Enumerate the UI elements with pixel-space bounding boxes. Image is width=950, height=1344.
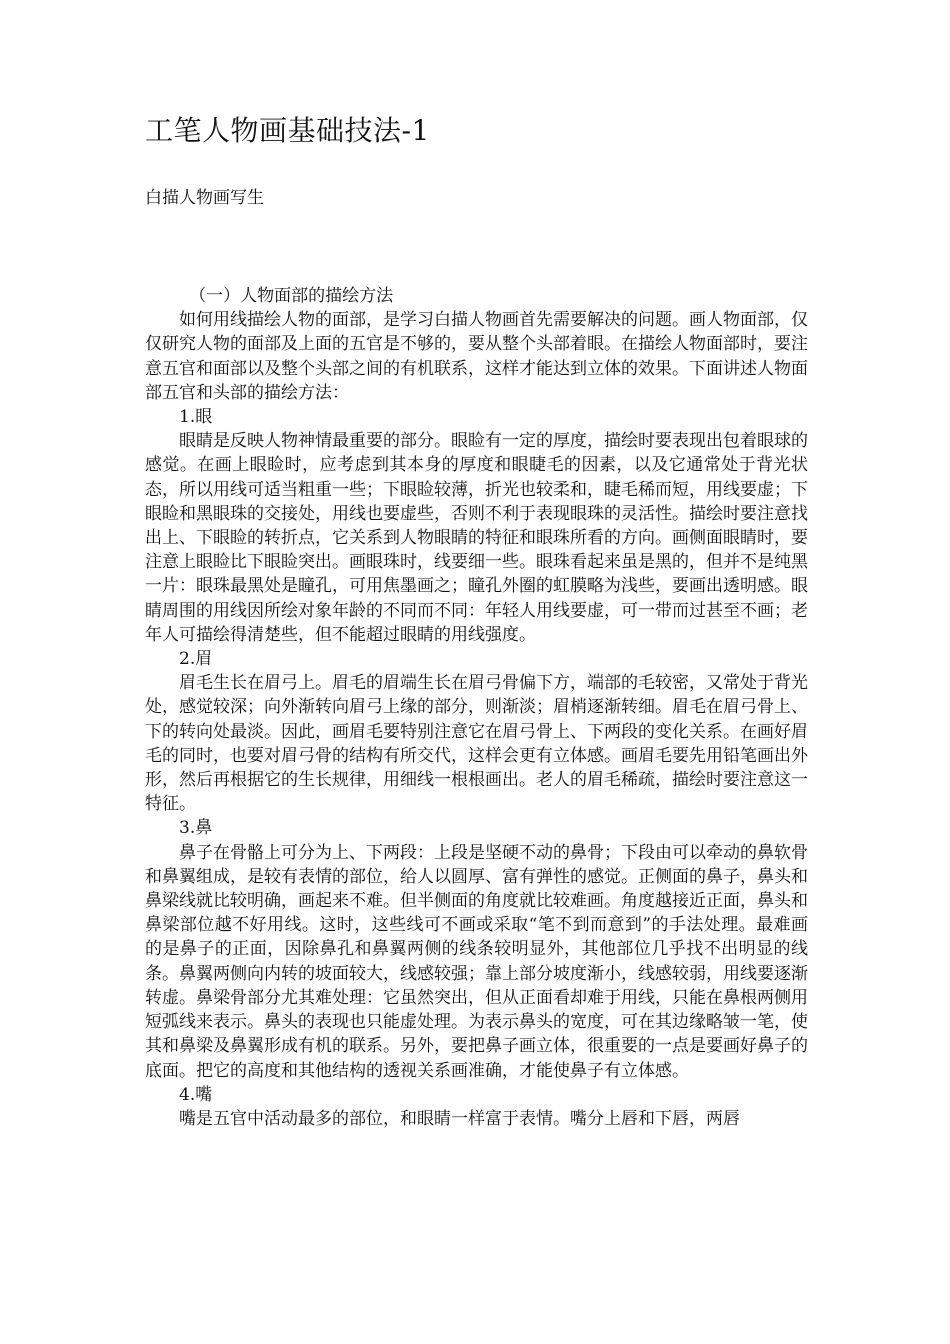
document-subtitle: 白描人物画写生 <box>145 188 264 208</box>
item-paragraph-eyebrow: 眉毛生长在眉弓上。眉毛的眉端生长在眉弓骨偏下方，端部的毛较密，又常处于背光处，感觉较深；向外渐转向眉弓上缘的部分，则渐淡；眉梢逐渐转细。眉毛在眉弓骨上、下的转向处最淡。因此，画眉毛要特别注意它在眉弓骨上、下两段的变化关系。在画好眉毛的同时，也要对眉弓骨的结构有所交代，这样会更有立体感。画眉毛要先用铅笔画出外形，然后再根据它的生长规律，用细线一根根画出。老人的眉毛稀疏，描绘时要注意这一特征。 <box>145 673 808 815</box>
document-title: 工笔人物画基础技法-1 <box>145 114 430 147</box>
item-heading-eye: 1.眼 <box>179 407 213 428</box>
item-paragraph-mouth: 嘴是五官中活动最多的部位，和眼睛一样富于表情。嘴分上唇和下唇，两唇 <box>179 1108 740 1129</box>
intro-paragraph: 如何用线描绘人物的面部，是学习白描人物画首先需要解决的问题。画人物面部，仅仅研究人物的面部及上面的五官是不够的，要从整个头部着眼。在描绘人物面部时，要注意五官和面部以及整个头部之间的有机联系，这样才能达到立体的效果。下面讲述人物面部五官和头部的描绘方法： <box>145 310 808 403</box>
document-body <box>145 284 808 1131</box>
section-heading: （一）人物面部的描绘方法 <box>189 286 394 306</box>
item-paragraph-nose: 鼻子在骨骼上可分为上、下两段：上段是坚硬不动的鼻骨；下段由可以牵动的鼻软骨和鼻翼组成，是较有表情的部位，给人以圆厚、富有弹性的感觉。正侧面的鼻子，鼻头和鼻梁线就比较明确，画起来不难。但半侧面的角度就比较难画。角度越接近正面，鼻头和鼻梁部位越不好用线。这时，这些线可不画或采取“笔不到而意到”的手法处理。最难画的是鼻子的正面，因除鼻孔和鼻翼两侧的线条较明显外，其他部位几乎找不出明显的线条。鼻翼两侧向内转的坡面较大，线感较强；靠上部分坡度渐小，线感较弱，用线要逐渐转虚。鼻梁骨部分尤其难处理：它虽然突出，但从正面看却难于用线，只能在鼻根两侧用短弧线来表示。鼻头的表现也只能虚处理。为表示鼻头的宽度，可在其边缘略皱一笔，使其和鼻梁及鼻翼形成有机的联系。另外，要把鼻子画立体，很重要的一点是要画好鼻子的底面。把它的高度和其他结构的透视关系画准确，才能使鼻子有立体感。 <box>145 842 808 1081</box>
item-heading-mouth: 4.嘴 <box>179 1084 213 1105</box>
item-heading-nose: 3.鼻 <box>179 818 213 839</box>
item-heading-eyebrow: 2.眉 <box>179 649 213 670</box>
item-paragraph-eye: 眼睛是反映人物神情最重要的部分。眼睑有一定的厚度，描绘时要表现出包着眼球的感觉。在画上眼睑时，应考虑到其本身的厚度和眼睫毛的因素，以及它通常处于背光状态，所以用线可适当粗重一些；下眼睑较薄，折光也较柔和，睫毛稀而短，用线要虚；下眼睑和黑眼珠的交接处，用线也要虚些，否则不利于表现眼珠的灵活性。描绘时要注意找出上、下眼睑的转折点，它关系到人物眼睛的特征和眼珠所看的方向。画侧面眼睛时，要注意上眼睑比下眼睑突出。画眼珠时，线要细一些。眼珠看起来虽是黑的，但并不是纯黑一片：眼珠最黑处是瞳孔，可用焦墨画之；瞳孔外圈的虹膜略为浅些，要画出透明感。眼睛周围的用线因所绘对象年龄的不同而不同：年轻人用线要虚，可一带而过甚至不画；老年人可描绘得清楚些，但不能超过眼睛的用线强度。 <box>145 431 808 645</box>
